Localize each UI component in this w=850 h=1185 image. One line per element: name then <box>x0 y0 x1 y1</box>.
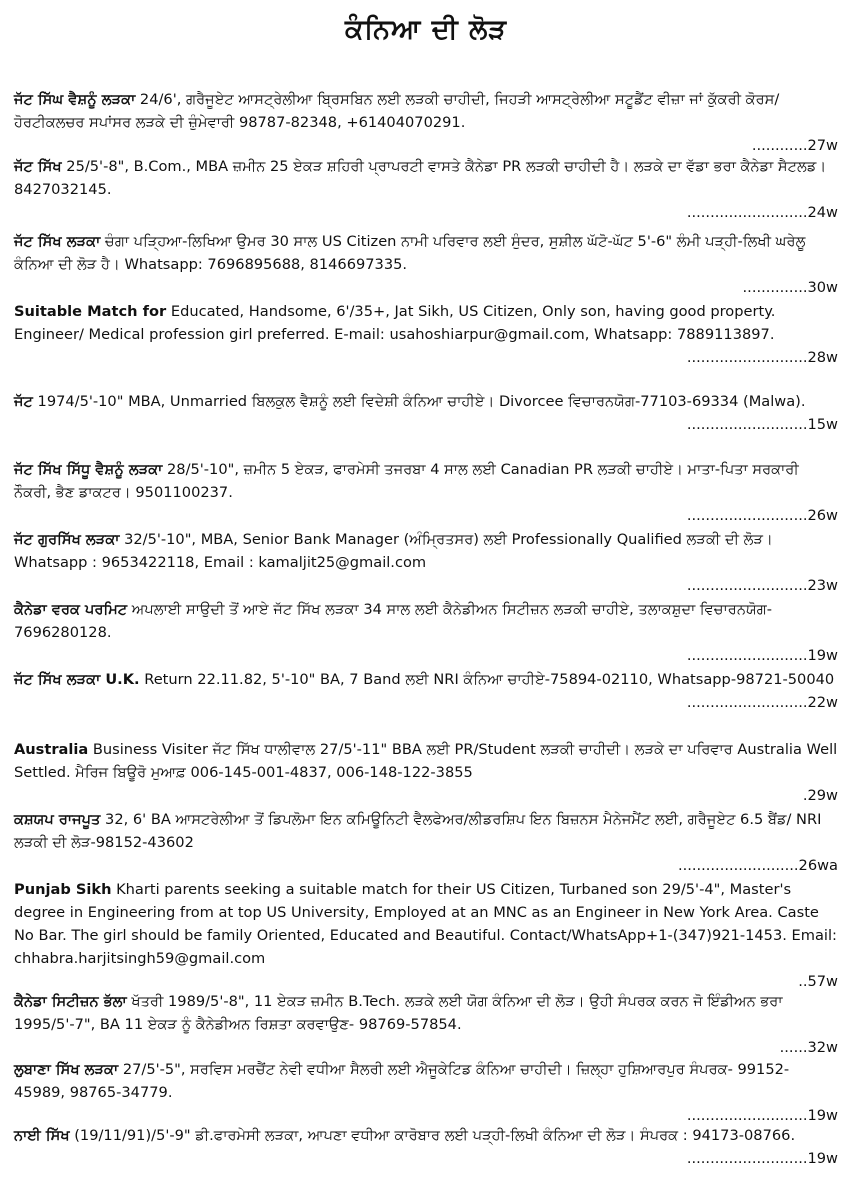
ad-lead: ਜੱਟ ਸਿੱਘ ਵੈਸ਼ਨੂੰ ਲੜਕਾ <box>14 91 136 108</box>
ad-lead: ਜੱਟ <box>14 393 33 410</box>
ad-code: ..........................23w <box>686 577 838 594</box>
ad-code: ..............30w <box>742 279 838 296</box>
ad-entry <box>14 598 838 667</box>
ad-text: 1974/5'-10" MBA, Unmarried ਬਿਲਕੁਲ ਵੈਸ਼ਨੂੰ ਲਈ ਵਿਦੇਸ਼ੀ ਕੰਨਿਆ ਚਾਹੀਏ। Divorcee ਵਿਚਾਰਨਯੋਗ-77103-69334 (Malwa). <box>32 393 806 410</box>
ad-entry <box>14 1058 838 1127</box>
ad-text: 32, 6' BA ਆਸਟਰੇਲੀਆ ਤੋਂ ਡਿਪਲੋਮਾ ਇਨ ਕਮਿਊਨਿਟੀ ਵੈਲਫੇਅਰ/ਲੀਡਰਸ਼ਿਪ ਇਨ ਬਿਜ਼ਨਸ ਮੈਨੇਜਮੈਂਟ ਲਈ, ਗਰੈਜੂਏਟ 6.5 ਬੈਂਡ/ NRI ਲੜਕੀ ਦੀ ਲੋੜ-98152-43602 <box>14 811 822 851</box>
ad-entry <box>14 155 838 224</box>
ad-text: (19/11/91)/5'-9" ਡੀ.ਫਾਰਮੇਸੀ ਲੜਕਾ, ਆਪਣਾ ਵਧੀਆ ਕਾਰੋਬਾਰ ਲਈ ਪੜ੍ਹੀ-ਲਿਖੀ ਕੰਨਿਆ ਦੀ ਲੋੜ। ਸੰਪਰਕ : 94173-08766. <box>69 1127 796 1144</box>
ad-code: ..57w <box>798 973 838 990</box>
ad-lead: ਕਸ਼ਯਪ ਰਾਜਪੂਤ <box>14 811 101 828</box>
ad-text: Return 22.11.82, 5'-10" BA, 7 Band ਲਈ NRI ਕੰਨਿਆ ਚਾਹੀਏ-75894-02110, Whatsapp-98721-50040 <box>139 671 835 688</box>
ad-lead: ਕੈਨੇਡਾ ਵਰਕ ਪਰਮਿਟ <box>14 601 128 618</box>
ad-entry <box>14 738 838 807</box>
ad-code: ......32w <box>779 1039 838 1056</box>
ad-text: Kharti parents seeking a suitable match for their US Citizen, Turbaned son 29/5'-4", Master's degree in Engineering from at top US University, Employed at an MNC as an Engineer in New York Area. Caste No Bar. The girl should be family Oriented, Educated and Beautiful. Contact/WhatsApp+1-(347)921-1453. Email: chhabra.harjitsingh59@gmail.com <box>14 881 837 967</box>
ad-code: ..........................26wa <box>677 857 838 874</box>
ad-lead: Punjab Sikh <box>14 881 112 898</box>
ad-lead: ਜੱਟ ਗੁਰਸਿੱਖ ਲੜਕਾ <box>14 531 120 548</box>
ad-text: ਚੰਗਾ ਪੜ੍ਹਿਆ-ਲਿਖਿਆ ਉਮਰ 30 ਸਾਲ US Citizen ਨਾਮੀ ਪਰਿਵਾਰ ਲਈ ਸੁੰਦਰ, ਸੁਸ਼ੀਲ ਘੱਟੋ-ਘੱਟ 5'-6" ਲੰਮੀ ਪੜ੍ਹੀ-ਲਿਖੀ ਘਰੇਲੂ ਕੰਨਿਆ ਦੀ ਲੋੜ ਹੈ। Whatsapp: 7696895688, 8146697335. <box>14 233 806 273</box>
ad-text: 24/6', ਗਰੈਜੂਏਟ ਆਸਟ੍ਰੇਲੀਆ ਬ੍ਰਿਸਬਿਨ ਲਈ ਲੜਕੀ ਚਾਹੀਦੀ, ਜਿਹੜੀ ਆਸਟ੍ਰੇਲੀਆ ਸਟੂਡੈਂਟ ਵੀਜ਼ਾ ਜਾਂ ਕੁੱਕਰੀ ਕੋਰਸ/ਹੋਰਟੀਕਲਚਰ ਸਪਾਂਸਰ ਲੜਕੇ ਦੀ ਜ਼ੁੰਮੇਵਾਰੀ 98787-82348, +61404070291. <box>14 91 780 131</box>
ad-entry <box>14 808 838 877</box>
ad-text: 27/5'-5", ਸਰਵਿਸ ਮਰਚੈਂਟ ਨੇਵੀ ਵਧੀਆ ਸੈਲਰੀ ਲਈ ਐਜੂਕੇਟਿਡ ਕੰਨਿਆ ਚਾਹੀਦੀ। ਜ਼ਿਲ੍ਹਾ ਹੁਸ਼ਿਆਰਪੁਰ ਸੰਪਰਕ- 99152-45989, 98765-34779. <box>14 1061 790 1101</box>
ad-text: 32/5'-10", MBA, Senior Bank Manager (ਅੰਮ੍ਰਿਤਸਰ) ਲਈ Professionally Qualified ਲੜਕੀ ਦੀ ਲੋੜ। Whatsapp : 9653422118, Email : kamaljit25@gmail.com <box>14 531 773 571</box>
ad-text: ਖੱਤਰੀ 1989/5'-8", 11 ਏਕੜ ਜ਼ਮੀਨ B.Tech. ਲੜਕੇ ਲਈ ਯੋਗ ਕੰਨਿਆ ਦੀ ਲੋੜ। ਉਹੀ ਸੰਪਰਕ ਕਰਨ ਜੋ ਇੰਡੀਅਨ ਭਰਾ 1995/5'-7", BA 11 ਏਕੜ ਨੂੰ ਕੈਨੇਡੀਅਨ ਰਿਸ਼ਤਾ ਕਰਵਾਉਣ- 98769-57854. <box>14 993 783 1033</box>
ad-text: ਅਪਲਾਈ ਸਾਉਦੀ ਤੋਂ ਆਏ ਜੱਟ ਸਿੱਖ ਲੜਕਾ 34 ਸਾਲ ਲਈ ਕੈਨੇਡੀਅਨ ਸਿਟੀਜ਼ਨ ਲੜਕੀ ਚਾਹੀਏ, ਤਲਾਕਸ਼ੁਦਾ ਵਿਚਾਰਨਯੋਗ- 7696280128. <box>14 601 773 641</box>
ad-entry <box>14 230 838 299</box>
ad-lead: ਜੱਟ ਸਿੱਖ <box>14 158 62 175</box>
ad-code: .29w <box>802 787 838 804</box>
ad-lead: ਨਾਈ ਸਿੱਖ <box>14 1127 70 1144</box>
ad-entry <box>14 668 838 714</box>
ad-lead: ਜੱਟ ਸਿੱਖ ਲੜਕਾ <box>14 233 101 250</box>
ad-lead: Australia <box>14 741 89 758</box>
ad-code: ..........................19w <box>686 647 838 664</box>
ad-lead: ਕੈਨੇਡਾ ਸਿਟੀਜ਼ਨ ਭੱਲਾ <box>14 993 127 1010</box>
ad-entry <box>14 390 838 436</box>
ad-lead: ਲੁਬਾਣਾ ਸਿੱਖ ਲੜਕਾ <box>14 1061 119 1078</box>
ad-entry <box>14 88 838 157</box>
ad-entry <box>14 990 838 1059</box>
ad-lead: ਜੱਟ ਸਿੱਖ ਲੜਕਾ U.K. <box>14 671 140 688</box>
page-title: ਕੰਨਿਆ ਦੀ ਲੋੜ <box>344 14 508 45</box>
ad-entry <box>14 300 838 369</box>
ad-code: ..........................26w <box>686 507 838 524</box>
ad-entry <box>14 1124 838 1170</box>
ad-entry <box>14 458 838 527</box>
ad-entry <box>14 528 838 597</box>
classifieds-page <box>14 0 838 1167</box>
ad-text: 25/5'-8", B.Com., MBA ਜ਼ਮੀਨ 25 ਏਕੜ ਸ਼ਹਿਰੀ ਪ੍ਰਾਪਰਟੀ ਵਾਸਤੇ ਕੈਨੇਡਾ PR ਲੜਕੀ ਚਾਹੀਦੀ ਹੈ। ਲੜਕੇ ਦਾ ਵੱਡਾ ਭਰਾ ਕੈਨੇਡਾ ਸੈਟਲਡ। 8427032145. <box>14 158 827 198</box>
ad-code: ..........................19w <box>686 1107 838 1124</box>
ad-text: 28/5'-10", ਜ਼ਮੀਨ 5 ਏਕੜ, ਫਾਰਮੇਸੀ ਤਜਰਬਾ 4 ਸਾਲ ਲਈ Canadian PR ਲੜਕੀ ਚਾਹੀਏ। ਮਾਤਾ-ਪਿਤਾ ਸਰਕਾਰੀ ਨੌਕਰੀ, ਭੈਣ ਡਾਕਟਰ। 9501100237. <box>14 461 799 501</box>
ad-code: ..........................22w <box>686 694 838 711</box>
ad-code: ..........................15w <box>686 416 838 433</box>
ad-lead: ਜੱਟ ਸਿੱਖ ਸਿੱਧੂ ਵੈਸ਼ਨੂੰ ਲੜਕਾ <box>14 461 163 478</box>
ad-text: Educated, Handsome, 6'/35+, Jat Sikh, US Citizen, Only son, having good property. Engineer/ Medical profession girl preferred. E-mail: usahoshiarpur@gmail.com, Whatsapp: 7889113897. <box>14 303 776 343</box>
ad-text: Business Visiter ਜੱਟ ਸਿੱਖ ਧਾਲੀਵਾਲ 27/5'-11" BBA ਲਈ PR/Student ਲੜਕੀ ਚਾਹੀਦੀ। ਲੜਕੇ ਦਾ ਪਰਿਵਾਰ Australia Well Settled. ਮੈਰਿਜ ਬਿਊਰੋ ਮੁਆਫ਼ 006-145-001-4837, 006-148-122-3855 <box>14 741 838 781</box>
ad-code: ..........................28w <box>686 349 838 366</box>
ad-lead: Suitable Match for <box>14 303 167 320</box>
ad-code: ............27w <box>751 137 838 154</box>
ad-code: ..........................24w <box>686 204 838 221</box>
ad-entry <box>14 878 838 993</box>
ad-code: ..........................19w <box>686 1150 838 1167</box>
